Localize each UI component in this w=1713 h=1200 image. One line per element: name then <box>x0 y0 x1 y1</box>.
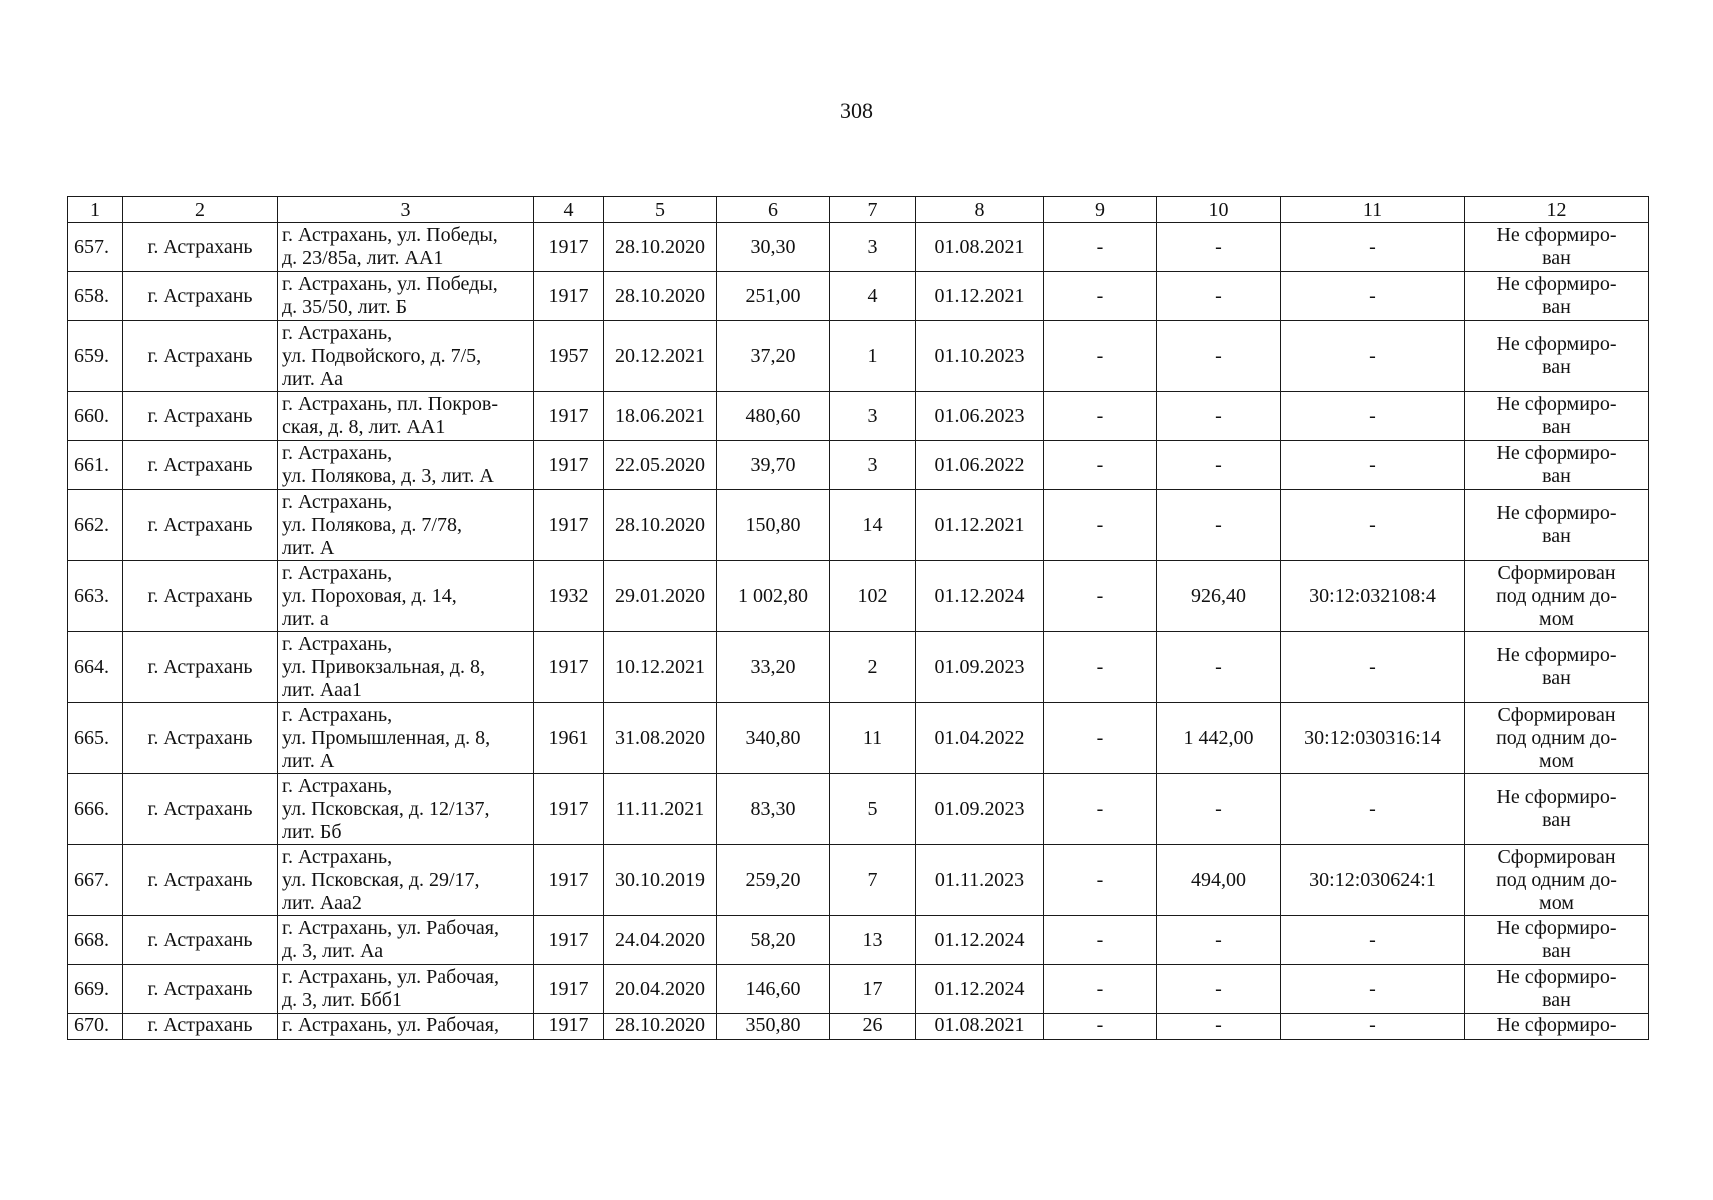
column-10-cell: 926,40 <box>1157 561 1281 632</box>
date-cell: 22.05.2020 <box>604 441 717 490</box>
area-cell: 150,80 <box>717 490 830 561</box>
address-cell <box>278 965 534 1014</box>
date-cell: 20.12.2021 <box>604 321 717 392</box>
deadline-cell: 01.11.2023 <box>916 845 1044 916</box>
column-10-cell: - <box>1157 441 1281 490</box>
year-cell: 1917 <box>534 441 604 490</box>
date-cell: 28.10.2020 <box>604 272 717 321</box>
date-cell: 30.10.2019 <box>604 845 717 916</box>
column-number: 8 <box>916 197 1044 223</box>
address-cell <box>278 272 534 321</box>
column-number: 12 <box>1465 197 1649 223</box>
status-cell <box>1465 321 1649 392</box>
status-cell <box>1465 490 1649 561</box>
deadline-cell: 01.06.2022 <box>916 441 1044 490</box>
column-number: 6 <box>717 197 830 223</box>
area-cell: 30,30 <box>717 223 830 272</box>
column-number: 5 <box>604 197 717 223</box>
city-cell: г. Астрахань <box>123 703 278 774</box>
table-row <box>68 490 1649 561</box>
column-9-cell: - <box>1044 1014 1157 1040</box>
address-cell-line: г. Астрахань, ул. Победы, <box>282 273 498 295</box>
address-cell-line: д. 23/85а, лит. АА1 <box>282 247 444 269</box>
column-10-cell: - <box>1157 916 1281 965</box>
city-cell: г. Астрахань <box>123 321 278 392</box>
column-9-cell: - <box>1044 703 1157 774</box>
column-number: 1 <box>68 197 123 223</box>
area-cell: 146,60 <box>717 965 830 1014</box>
area-cell: 39,70 <box>717 441 830 490</box>
column-9-cell: - <box>1044 965 1157 1014</box>
address-cell-line: г. Астрахань, <box>282 632 393 655</box>
cadastral-number-cell: - <box>1281 223 1465 272</box>
cadastral-number-cell: 30:12:030316:14 <box>1281 703 1465 774</box>
column-number: 10 <box>1157 197 1281 223</box>
column-10-cell: - <box>1157 774 1281 845</box>
status-cell <box>1465 1014 1649 1040</box>
table-body <box>68 197 1649 1040</box>
registry-table-container <box>67 196 1648 1040</box>
city-cell: г. Астрахань <box>123 1014 278 1040</box>
row-number: 662. <box>68 490 123 561</box>
date-cell: 18.06.2021 <box>604 392 717 441</box>
status-cell-line: ван <box>1542 940 1571 962</box>
address-cell-line: д. 3, лит. Ббб1 <box>282 989 402 1011</box>
address-cell <box>278 441 534 490</box>
date-cell: 28.10.2020 <box>604 490 717 561</box>
status-cell-line: мом <box>1539 891 1574 914</box>
row-number: 661. <box>68 441 123 490</box>
column-number: 4 <box>534 197 604 223</box>
address-cell-line: г. Астрахань, пл. Покров- <box>282 393 499 415</box>
column-10-cell: - <box>1157 965 1281 1014</box>
count-cell: 4 <box>830 272 916 321</box>
status-cell-line: Сформирован <box>1497 703 1616 726</box>
row-number: 665. <box>68 703 123 774</box>
table-row <box>68 561 1649 632</box>
status-cell-line: ван <box>1542 989 1571 1011</box>
count-cell: 2 <box>830 632 916 703</box>
area-cell: 251,00 <box>717 272 830 321</box>
status-cell-line: Не сформиро- <box>1496 393 1617 415</box>
status-cell-line: под одним до- <box>1496 726 1617 749</box>
table-row <box>68 321 1649 392</box>
table-row <box>68 223 1649 272</box>
row-number: 668. <box>68 916 123 965</box>
table-row <box>68 441 1649 490</box>
address-cell <box>278 1014 534 1040</box>
year-cell: 1932 <box>534 561 604 632</box>
status-cell <box>1465 441 1649 490</box>
status-cell-line: под одним до- <box>1496 868 1617 891</box>
deadline-cell: 01.12.2021 <box>916 490 1044 561</box>
cadastral-number-cell: 30:12:030624:1 <box>1281 845 1465 916</box>
status-cell-line: Не сформиро- <box>1496 273 1617 295</box>
column-9-cell: - <box>1044 321 1157 392</box>
cadastral-number-cell: - <box>1281 774 1465 845</box>
area-cell: 33,20 <box>717 632 830 703</box>
address-cell <box>278 321 534 392</box>
date-cell: 31.08.2020 <box>604 703 717 774</box>
status-cell-line: под одним до- <box>1496 584 1617 607</box>
status-cell-line: ван <box>1542 465 1571 487</box>
status-cell-line: Не сформиро- <box>1496 917 1617 939</box>
cadastral-number-cell: - <box>1281 272 1465 321</box>
year-cell: 1917 <box>534 223 604 272</box>
address-cell-line: г. Астрахань, <box>282 774 393 797</box>
status-cell-line: ван <box>1542 296 1571 318</box>
deadline-cell: 01.06.2023 <box>916 392 1044 441</box>
column-9-cell: - <box>1044 774 1157 845</box>
deadline-cell: 01.08.2021 <box>916 1014 1044 1040</box>
city-cell: г. Астрахань <box>123 490 278 561</box>
address-cell-line: г. Астрахань, <box>282 561 393 584</box>
status-cell-line: Не сформиро- <box>1496 502 1617 524</box>
date-cell: 28.10.2020 <box>604 223 717 272</box>
row-number: 670. <box>68 1014 123 1040</box>
status-cell <box>1465 916 1649 965</box>
status-cell <box>1465 703 1649 774</box>
year-cell: 1961 <box>534 703 604 774</box>
count-cell: 3 <box>830 441 916 490</box>
city-cell: г. Астрахань <box>123 392 278 441</box>
address-cell-line: лит. Ааа2 <box>282 891 362 914</box>
column-9-cell: - <box>1044 845 1157 916</box>
column-number: 3 <box>278 197 534 223</box>
address-cell-line: лит. Аа <box>282 367 343 390</box>
address-cell <box>278 392 534 441</box>
count-cell: 26 <box>830 1014 916 1040</box>
deadline-cell: 01.12.2024 <box>916 916 1044 965</box>
city-cell: г. Астрахань <box>123 272 278 321</box>
status-cell <box>1465 632 1649 703</box>
address-cell <box>278 223 534 272</box>
address-cell-line: ул. Псковская, д. 12/137, <box>282 797 490 820</box>
status-cell-line: Не сформиро- <box>1496 442 1617 464</box>
cadastral-number-cell: - <box>1281 632 1465 703</box>
status-cell-line: ван <box>1542 809 1571 831</box>
column-number-row <box>68 197 1649 223</box>
column-10-cell: - <box>1157 490 1281 561</box>
column-number: 7 <box>830 197 916 223</box>
cadastral-number-cell: - <box>1281 916 1465 965</box>
address-cell-line: ская, д. 8, лит. АА1 <box>282 416 446 438</box>
year-cell: 1917 <box>534 1014 604 1040</box>
address-cell-line: г. Астрахань, <box>282 490 393 513</box>
column-9-cell: - <box>1044 632 1157 703</box>
status-cell-line: Не сформиро- <box>1496 644 1617 666</box>
address-cell-line: ул. Полякова, д. 3, лит. А <box>282 465 494 487</box>
address-cell-line: лит. Ааа1 <box>282 678 362 701</box>
status-cell-line: Не сформиро- <box>1496 224 1617 246</box>
address-cell-line: г. Астрахань, ул. Рабочая, <box>282 1014 499 1036</box>
year-cell: 1917 <box>534 632 604 703</box>
status-cell-line: ван <box>1542 416 1571 438</box>
count-cell: 102 <box>830 561 916 632</box>
address-cell-line: г. Астрахань, <box>282 703 393 726</box>
status-cell-line: Сформирован <box>1497 845 1616 868</box>
count-cell: 3 <box>830 392 916 441</box>
column-9-cell: - <box>1044 223 1157 272</box>
cadastral-number-cell: - <box>1281 1014 1465 1040</box>
area-cell: 480,60 <box>717 392 830 441</box>
address-cell-line: г. Астрахань, ул. Рабочая, <box>282 917 499 939</box>
table-row <box>68 632 1649 703</box>
registry-table <box>67 196 1649 1040</box>
status-cell-line: мом <box>1539 607 1574 630</box>
city-cell: г. Астрахань <box>123 561 278 632</box>
count-cell: 7 <box>830 845 916 916</box>
address-cell-line: ул. Пороховая, д. 14, <box>282 584 457 607</box>
city-cell: г. Астрахань <box>123 845 278 916</box>
column-9-cell: - <box>1044 441 1157 490</box>
address-cell <box>278 490 534 561</box>
area-cell: 340,80 <box>717 703 830 774</box>
column-number: 2 <box>123 197 278 223</box>
row-number: 666. <box>68 774 123 845</box>
area-cell: 259,20 <box>717 845 830 916</box>
count-cell: 14 <box>830 490 916 561</box>
date-cell: 28.10.2020 <box>604 1014 717 1040</box>
table-row <box>68 703 1649 774</box>
cadastral-number-cell: - <box>1281 965 1465 1014</box>
count-cell: 17 <box>830 965 916 1014</box>
city-cell: г. Астрахань <box>123 441 278 490</box>
address-cell-line: ул. Промышленная, д. 8, <box>282 726 491 749</box>
cadastral-number-cell: - <box>1281 490 1465 561</box>
address-cell-line: г. Астрахань, <box>282 321 393 344</box>
column-9-cell: - <box>1044 561 1157 632</box>
cadastral-number-cell: - <box>1281 441 1465 490</box>
table-row <box>68 965 1649 1014</box>
year-cell: 1917 <box>534 845 604 916</box>
year-cell: 1917 <box>534 965 604 1014</box>
city-cell: г. Астрахань <box>123 632 278 703</box>
address-cell-line: лит. а <box>282 607 329 630</box>
count-cell: 5 <box>830 774 916 845</box>
date-cell: 11.11.2021 <box>604 774 717 845</box>
area-cell: 350,80 <box>717 1014 830 1040</box>
row-number: 669. <box>68 965 123 1014</box>
column-10-cell: - <box>1157 272 1281 321</box>
year-cell: 1917 <box>534 774 604 845</box>
address-cell-line: лит. А <box>282 536 335 559</box>
row-number: 659. <box>68 321 123 392</box>
year-cell: 1917 <box>534 916 604 965</box>
table-row <box>68 845 1649 916</box>
table-row <box>68 1014 1649 1040</box>
deadline-cell: 01.04.2022 <box>916 703 1044 774</box>
row-number: 657. <box>68 223 123 272</box>
address-cell-line: г. Астрахань, ул. Рабочая, <box>282 966 499 988</box>
address-cell-line: д. 3, лит. Аа <box>282 940 384 962</box>
status-cell-line: Не сформиро- <box>1496 966 1617 988</box>
table-row <box>68 916 1649 965</box>
date-cell: 29.01.2020 <box>604 561 717 632</box>
status-cell <box>1465 845 1649 916</box>
deadline-cell: 01.12.2024 <box>916 965 1044 1014</box>
address-cell <box>278 845 534 916</box>
column-10-cell: - <box>1157 223 1281 272</box>
column-9-cell: - <box>1044 916 1157 965</box>
status-cell-line: Не сформиро- <box>1496 333 1617 355</box>
address-cell <box>278 774 534 845</box>
status-cell-line: ван <box>1542 667 1571 689</box>
address-cell-line: г. Астрахань, ул. Победы, <box>282 224 498 246</box>
deadline-cell: 01.09.2023 <box>916 632 1044 703</box>
status-cell-line: Сформирован <box>1497 561 1616 584</box>
count-cell: 11 <box>830 703 916 774</box>
page-number: 308 <box>840 98 873 123</box>
column-9-cell: - <box>1044 272 1157 321</box>
address-cell-line: лит. А <box>282 749 335 772</box>
year-cell: 1917 <box>534 490 604 561</box>
address-cell-line: лит. Бб <box>282 820 342 843</box>
cadastral-number-cell: - <box>1281 392 1465 441</box>
status-cell <box>1465 272 1649 321</box>
count-cell: 3 <box>830 223 916 272</box>
column-10-cell: 1 442,00 <box>1157 703 1281 774</box>
date-cell: 10.12.2021 <box>604 632 717 703</box>
date-cell: 24.04.2020 <box>604 916 717 965</box>
status-cell-line: ван <box>1542 525 1571 547</box>
column-9-cell: - <box>1044 392 1157 441</box>
row-number: 663. <box>68 561 123 632</box>
status-cell-line: ван <box>1542 356 1571 378</box>
table-row <box>68 272 1649 321</box>
address-cell-line: ул. Полякова, д. 7/78, <box>282 513 462 536</box>
count-cell: 13 <box>830 916 916 965</box>
status-cell <box>1465 561 1649 632</box>
address-cell <box>278 632 534 703</box>
cadastral-number-cell: - <box>1281 321 1465 392</box>
deadline-cell: 01.09.2023 <box>916 774 1044 845</box>
area-cell: 83,30 <box>717 774 830 845</box>
column-number: 9 <box>1044 197 1157 223</box>
address-cell-line: г. Астрахань, <box>282 442 393 464</box>
address-cell-line: г. Астрахань, <box>282 845 393 868</box>
area-cell: 1 002,80 <box>717 561 830 632</box>
column-10-cell: - <box>1157 321 1281 392</box>
row-number: 667. <box>68 845 123 916</box>
address-cell-line: д. 35/50, лит. Б <box>282 296 408 318</box>
deadline-cell: 01.12.2024 <box>916 561 1044 632</box>
column-10-cell: - <box>1157 632 1281 703</box>
column-number: 11 <box>1281 197 1465 223</box>
year-cell: 1917 <box>534 272 604 321</box>
year-cell: 1917 <box>534 392 604 441</box>
count-cell: 1 <box>830 321 916 392</box>
city-cell: г. Астрахань <box>123 916 278 965</box>
status-cell <box>1465 965 1649 1014</box>
deadline-cell: 01.12.2021 <box>916 272 1044 321</box>
row-number: 658. <box>68 272 123 321</box>
address-cell <box>278 561 534 632</box>
year-cell: 1957 <box>534 321 604 392</box>
column-9-cell: - <box>1044 490 1157 561</box>
date-cell: 20.04.2020 <box>604 965 717 1014</box>
deadline-cell: 01.10.2023 <box>916 321 1044 392</box>
row-number: 664. <box>68 632 123 703</box>
address-cell-line: ул. Привокзальная, д. 8, <box>282 655 486 678</box>
area-cell: 58,20 <box>717 916 830 965</box>
city-cell: г. Астрахань <box>123 774 278 845</box>
status-cell <box>1465 392 1649 441</box>
row-number: 660. <box>68 392 123 441</box>
column-10-cell: - <box>1157 1014 1281 1040</box>
status-cell-line: Не сформиро- <box>1496 1014 1617 1036</box>
status-cell <box>1465 774 1649 845</box>
status-cell-line: Не сформиро- <box>1496 786 1617 808</box>
city-cell: г. Астрахань <box>123 965 278 1014</box>
address-cell-line: ул. Псковская, д. 29/17, <box>282 868 480 891</box>
address-cell <box>278 916 534 965</box>
deadline-cell: 01.08.2021 <box>916 223 1044 272</box>
column-10-cell: - <box>1157 392 1281 441</box>
city-cell: г. Астрахань <box>123 223 278 272</box>
table-row <box>68 392 1649 441</box>
status-cell-line: мом <box>1539 749 1574 772</box>
table-row <box>68 774 1649 845</box>
column-10-cell: 494,00 <box>1157 845 1281 916</box>
area-cell: 37,20 <box>717 321 830 392</box>
address-cell-line: ул. Подвойского, д. 7/5, <box>282 344 482 367</box>
status-cell <box>1465 223 1649 272</box>
cadastral-number-cell: 30:12:032108:4 <box>1281 561 1465 632</box>
address-cell <box>278 703 534 774</box>
status-cell-line: ван <box>1542 247 1571 269</box>
